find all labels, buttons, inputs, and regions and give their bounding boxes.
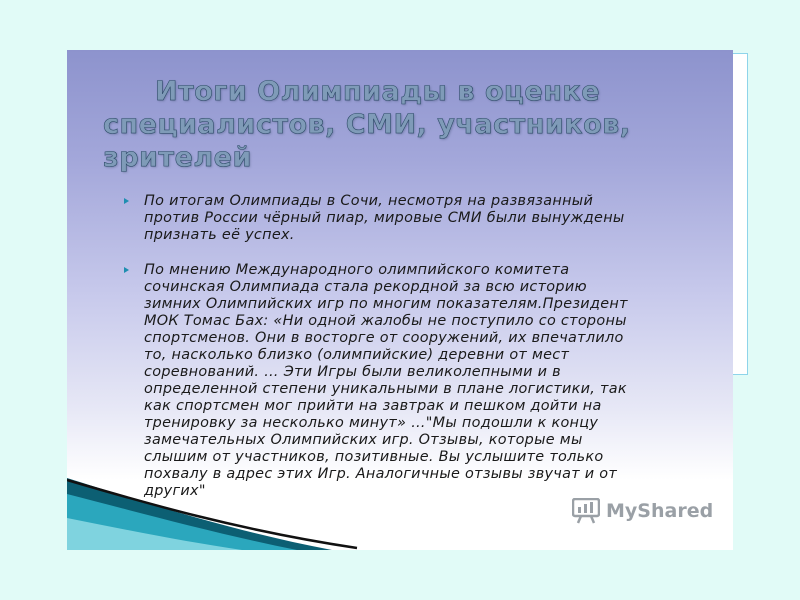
swoosh-decoration [67,460,367,550]
bullet-line: против России чёрный пиар, мировые СМИ были вынуждены [144,210,625,226]
bullet-text [144,193,704,244]
bullet-list [122,193,704,500]
bullet-line: определенной степени уникальными в плане логистики, так [144,381,627,397]
bullet-line: слышим от участников, позитивные. Вы услышите только [144,449,604,465]
bullet-line: сочинская Олимпиада стала рекордной за всю историю [144,279,587,295]
bullet-line: признать её успех. [144,227,295,243]
bullet-line: похвалу в адрес этих Игр. Аналогичные отзывы звучат и от [144,466,618,482]
bullet-line: тренировку за несколько минут» …"Мы подошли к концу [144,415,599,431]
bullet-arrow-icon [124,198,129,204]
presentation-board-icon [572,498,600,524]
watermark-text: MyShared [606,500,714,522]
slide-title-line: специалистов, СМИ, участников, [103,109,631,140]
slide-title-line: зрителей [103,142,252,173]
bullet-line: других" [144,483,206,499]
bullet-line: как спортсмен мог прийти на завтрак и пешком дойти на [144,398,602,414]
bullet-line: По итогам Олимпиады в Сочи, несмотря на развязанный [144,193,594,209]
bullet-arrow-icon [124,267,129,273]
bullet-item [122,193,704,244]
bullet-line: соревнований. … Эти Игры были великолепными и в [144,364,561,380]
bullet-line: спортсменов. Они в восторге от сооружений, их впечатлило [144,330,624,346]
watermark [572,497,712,527]
bullet-line: зимних Олимпийских игр по многим показателям.Президент [144,296,628,312]
slide-title-line: Итоги Олимпиады в оценке [155,76,601,107]
bullet-line: По мнению Международного олимпийского комитета [144,262,570,278]
slide [67,50,733,550]
bullet-line: то, насколько близко (олимпийские) деревни от мест [144,347,570,363]
slide-title [103,75,703,174]
bullet-line: замечательных Олимпийских игр. Отзывы, которые мы [144,432,583,448]
bullet-line: МОК Томас Бах: «Ни одной жалобы не поступило со стороны [144,313,627,329]
